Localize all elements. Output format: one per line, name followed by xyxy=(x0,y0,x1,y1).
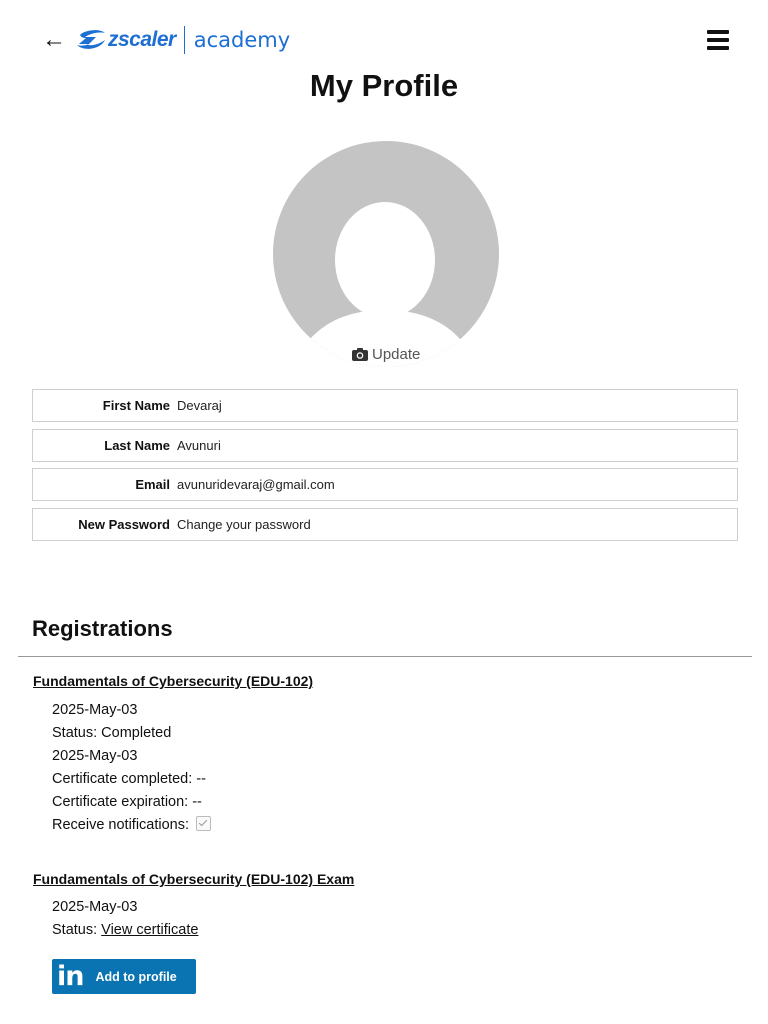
registrations-heading: Registrations xyxy=(32,616,173,641)
exam-status-prefix: Status: xyxy=(52,922,98,938)
certificate-expiration: Certificate expiration: -- xyxy=(52,794,202,810)
linkedin-add-to-profile-button[interactable] xyxy=(52,959,196,994)
avatar-update-button[interactable] xyxy=(352,346,420,363)
linkedin-button-label: Add to profile xyxy=(95,969,177,984)
course-title-link[interactable]: Fundamentals of Cybersecurity (EDU-102) xyxy=(33,673,314,689)
last-name-field[interactable] xyxy=(32,429,738,462)
back-arrow-icon[interactable]: ← xyxy=(42,26,66,53)
field-value: Avunuri xyxy=(177,438,221,453)
field-value: Devaraj xyxy=(177,398,222,413)
section-divider xyxy=(18,656,752,657)
exam-status-row xyxy=(52,919,198,942)
email-field[interactable] xyxy=(32,468,738,501)
first-name-field[interactable] xyxy=(32,389,738,422)
field-value: avunuridevaraj@gmail.com xyxy=(177,477,335,492)
completion-date: 2025-May-03 xyxy=(52,748,138,764)
exam-title-link[interactable]: Fundamentals of Cybersecurity (EDU-102) Exam xyxy=(33,871,355,887)
change-password-link[interactable]: Change your password xyxy=(177,517,311,532)
registration-details xyxy=(52,699,211,837)
logo-academy-text: academy xyxy=(193,28,291,52)
notifications-label: Receive notifications: xyxy=(52,817,190,833)
registration-status: Status: Completed xyxy=(52,725,172,741)
avatar-update-label: Update xyxy=(372,346,421,363)
certificate-completed: Certificate completed: -- xyxy=(52,771,206,787)
field-label: New Password xyxy=(78,517,170,532)
notifications-checkbox[interactable] xyxy=(196,816,211,831)
hamburger-menu-icon[interactable] xyxy=(707,30,729,50)
zscaler-logo-icon xyxy=(76,29,106,51)
menu-bar xyxy=(707,46,729,50)
new-password-field[interactable] xyxy=(32,508,738,541)
zscaler-academy-logo[interactable] xyxy=(76,22,290,58)
exam-details xyxy=(52,896,198,942)
menu-bar xyxy=(707,30,729,34)
registration-date: 2025-May-03 xyxy=(52,702,138,718)
view-certificate-link[interactable]: View certificate xyxy=(101,922,199,938)
field-label: Email xyxy=(135,477,170,492)
field-label: Last Name xyxy=(104,438,170,453)
notifications-row xyxy=(52,814,211,837)
logo-brand-text: zscaler xyxy=(108,28,176,51)
field-label: First Name xyxy=(102,398,170,413)
exam-date: 2025-May-03 xyxy=(52,899,138,915)
avatar-placeholder[interactable] xyxy=(272,140,500,368)
camera-icon xyxy=(352,348,368,361)
page-title: My Profile xyxy=(309,68,459,103)
linkedin-icon: in xyxy=(57,961,84,992)
logo-separator xyxy=(184,26,185,54)
menu-bar xyxy=(707,38,729,42)
